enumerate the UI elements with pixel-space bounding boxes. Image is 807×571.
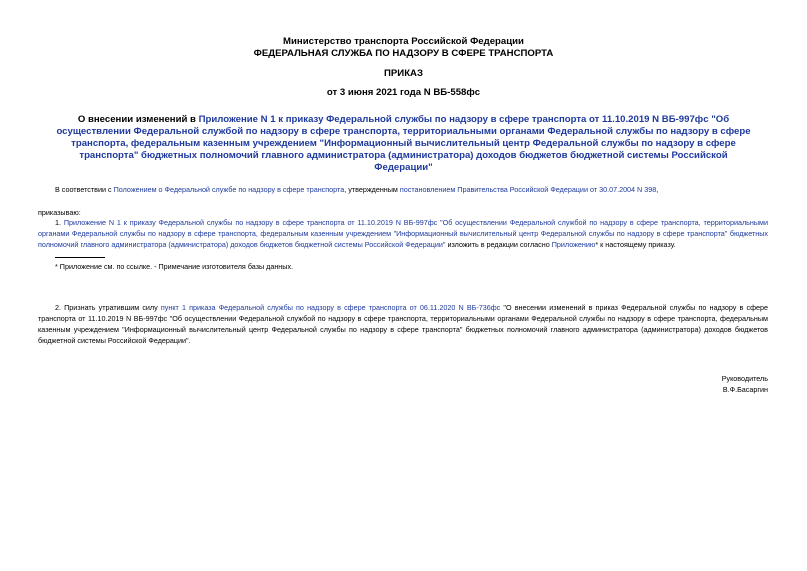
footnote-divider xyxy=(55,257,105,258)
document-header xyxy=(0,36,807,60)
resolution-link[interactable]: постановлением Правительства Российской Федерации от 30.07.2004 N 398 xyxy=(399,185,657,194)
point-2-text-2: "О внесении изменений в приказ Федеральной службы по надзору в сфере транспорта от 11.10.2019 N ВБ-997фс "Об осуществлении Федеральной службой по надзору в сфере транспорта, территориальными органами Федеральной службы по надзору в сфере транспорта, федеральным казенным учреждением "Информационный вычислительный центр Федеральной службы по надзору в сфере транспорта" бюджетных полномочий главного администратора (администратора) доходов бюджетов бюджетной системы Российской Федерации". xyxy=(38,303,768,345)
ministry-name: Министерство транспорта Российской Федерации xyxy=(283,36,524,47)
service-name: ФЕДЕРАЛЬНАЯ СЛУЖБА ПО НАДЗОРУ В СФЕРЕ ТРАНСПОРТА xyxy=(253,48,554,59)
prikazyvayu-text: приказываю: xyxy=(38,208,81,217)
appendix-link[interactable]: Приложению xyxy=(551,240,596,249)
intro-text-3: , xyxy=(656,185,659,194)
intro-paragraph xyxy=(38,184,768,195)
signature-block xyxy=(560,373,768,395)
point-1-tail: * к настоящему приказу. xyxy=(595,240,676,249)
point-1-paragraph xyxy=(38,217,768,250)
subject-prefix: О внесении изменений в xyxy=(77,114,199,125)
repealed-order-link[interactable]: пункт 1 приказа Федеральной службы по надзору в сфере транспорта от 06.11.2020 N ВБ-736фс xyxy=(160,303,501,312)
footnote: * Приложение см. по ссылке. - Примечание изготовителя базы данных. xyxy=(55,262,294,271)
regulation-link[interactable]: Положением о Федеральной службе по надзору в сфере транспорта xyxy=(113,185,345,194)
order-subject xyxy=(52,114,755,174)
subject-link[interactable]: Приложение N 1 к приказу Федеральной службы по надзору в сфере транспорта от 11.10.2019 N ВБ-997фс "Об осуществлении Федеральной службой по надзору в сфере транспорта, территориальными органами Федеральной службы по надзору в сфере транспорта, федеральным казенным учреждением "Информационный вычислительный центр Федеральной службы по надзору в сфере транспорта" бюджетных полномочий главного администратора (администратора) доходов бюджетов бюджетной системы Российской Федерации" xyxy=(56,114,751,173)
appendix-1-link[interactable]: Приложение N 1 к приказу Федеральной службы по надзору в сфере транспорта от 11.10.2019 N ВБ-997фс "Об осуществлении Федеральной службой по надзору в сфере транспорта, территориальными органами Федеральной службы по надзору в сфере транспорта, федеральным казенным учреждением "Информационный вычислительный центр Федеральной службы по надзору в сфере транспорта" бюджетных полномочий главного администратора (администратора) доходов бюджетов бюджетной системы Российской Федерации" xyxy=(38,218,768,249)
order-title: ПРИКАЗ xyxy=(384,68,423,79)
intro-text-1: В соответствии с xyxy=(55,185,114,194)
order-date: от 3 июня 2021 года N ВБ-558фс xyxy=(326,87,481,98)
point-1-number: 1. xyxy=(55,218,64,227)
point-1-text: изложить в редакции согласно xyxy=(445,240,552,249)
intro-text-2: , утвержденным xyxy=(344,185,400,194)
point-2-paragraph xyxy=(38,302,768,346)
point-2-text-1: 2. Признать утратившим силу xyxy=(55,303,161,312)
signatory-role: Руководитель xyxy=(721,374,768,383)
signatory-name: В.Ф.Басаргин xyxy=(722,385,768,394)
